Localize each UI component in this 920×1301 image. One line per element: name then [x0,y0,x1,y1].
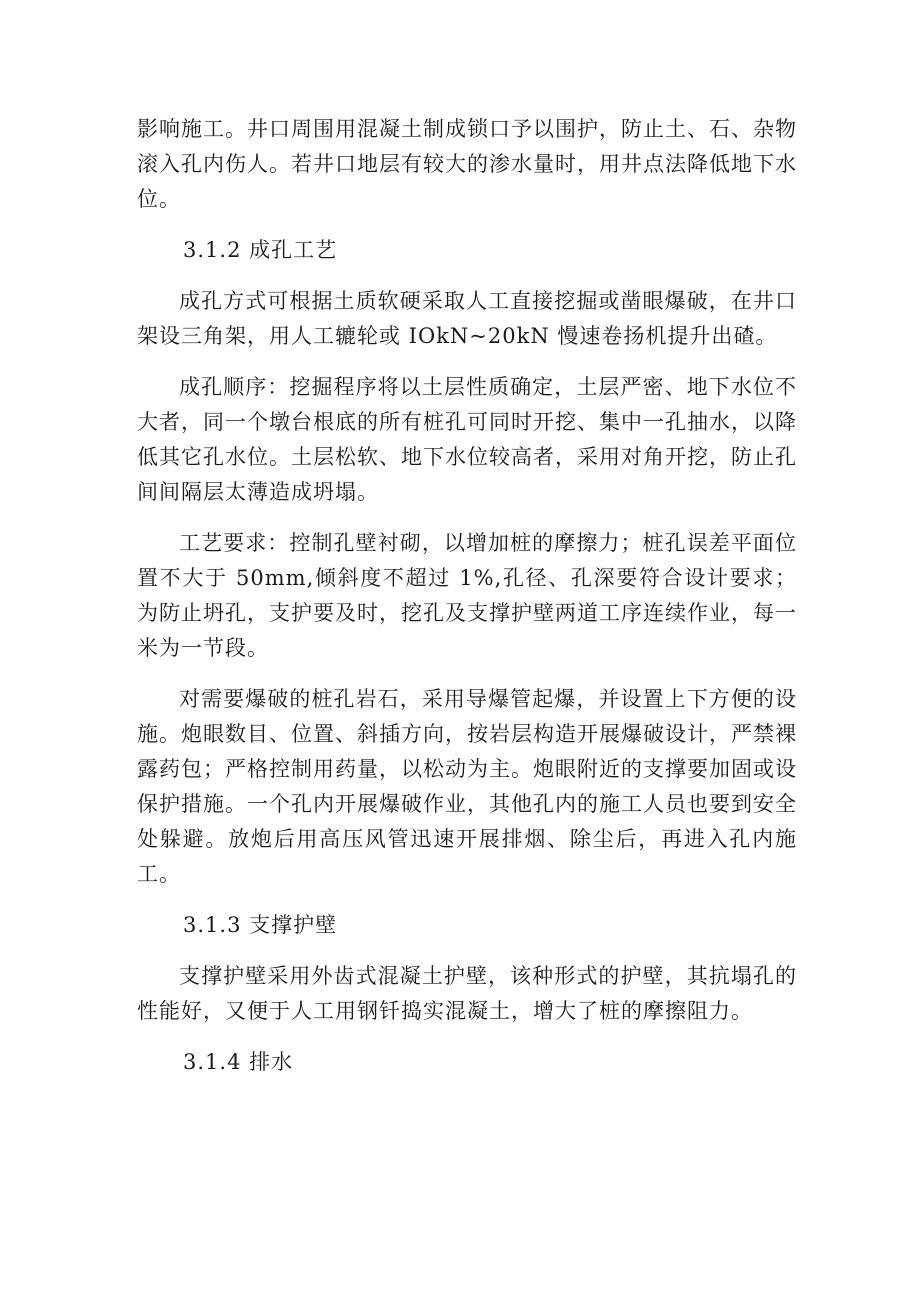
paragraph-support-wall: 支撑护壁采用外齿式混凝土护壁，该种形式的护壁，其抗塌孔的性能好，又便于人工用钢钎捣实混凝土，增大了桩的摩擦阻力。 [137,964,797,1023]
paragraph-hole-sequence: 成孔顺序：挖掘程序将以土层性质确定，土层严密、地下水位不大者，同一个墩台根底的所有桩孔可同时开挖、集中一孔抽水，以降低其它孔水位。土层松软、地下水位较高者，采用对角开挖，防止孔间间隔层太薄造成坍塌。 [137,375,797,504]
paragraph-process-requirements: 工艺要求：控制孔壁衬砌，以增加桩的摩擦力；桩孔误差平面位置不大于 50mm,倾斜度不超过 1%,孔径、孔深要符合设计要求；为防止坍孔，支护要及时，挖孔及支撑护壁两道工序连续作业，每一米为一节段。 [137,531,797,660]
paragraph-hole-method: 成孔方式可根据土质软硬采取人工直接挖掘或凿眼爆破，在井口架设三角架，用人工辘轮或 IOkN~20kN 慢速卷扬机提升出碴。 [137,289,797,348]
section-heading-3-1-2: 3.1.2 成孔工艺 [183,238,338,262]
section-heading-3-1-4: 3.1.4 排水 [183,1050,294,1074]
document-body [137,112,797,1080]
paragraph-well-mouth: 影响施工。井口周围用混凝土制成锁口予以围护，防止土、石、杂物滚入孔内伤人。若井口地层有较大的渗水量时，用井点法降低地下水位。 [137,117,797,211]
paragraph-blasting: 对需要爆破的桩孔岩石，采用导爆管起爆，并设置上下方便的设施。炮眼数目、位置、斜插方向，按岩层构造开展爆破设计，严禁裸露药包；严格控制用药量，以松动为主。炮眼附近的支撑要加固或设保护措施。一个孔内开展爆破作业，其他孔内的施工人员也要到安全处躲避。放炮后用高压风管迅速开展排烟、除尘后，再进入孔内施工。 [137,687,797,886]
section-heading-3-1-3: 3.1.3 支撑护壁 [183,913,338,937]
